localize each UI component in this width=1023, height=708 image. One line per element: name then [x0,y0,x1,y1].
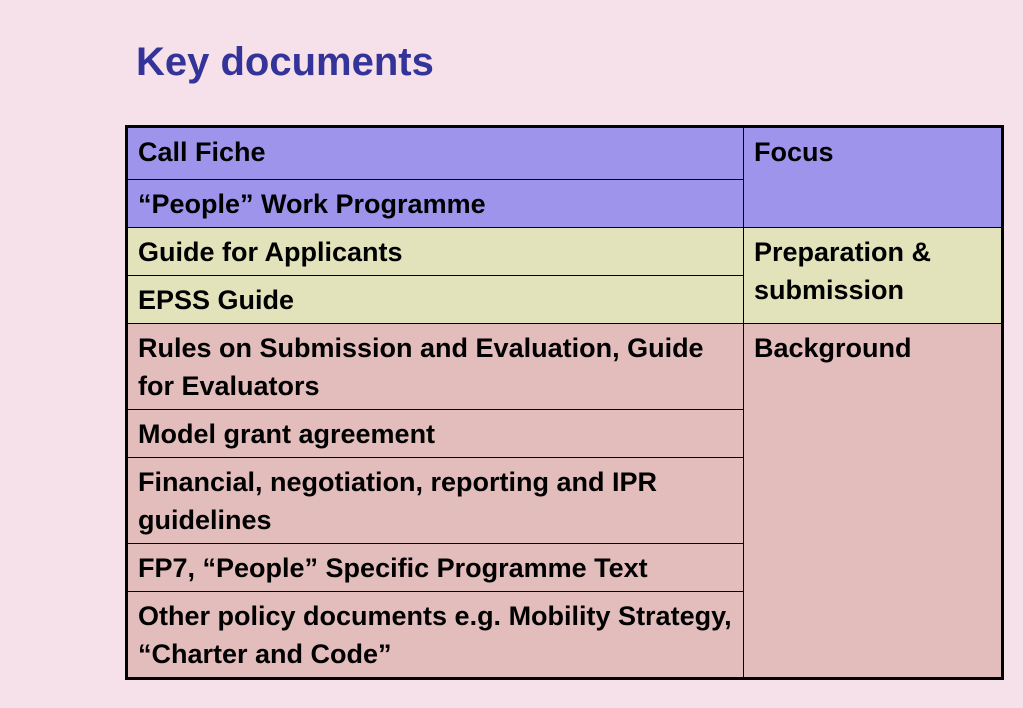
document-cell: Other policy documents e.g. Mobility Strategy, “Charter and Code” [127,592,744,679]
table-row [127,127,1003,180]
focus-cell: Background [744,324,1003,679]
document-cell: EPSS Guide [127,276,744,324]
document-cell: Model grant agreement [127,410,744,458]
key-documents-table [125,125,1004,680]
document-cell: Call Fiche [127,127,744,180]
document-cell: Guide for Applicants [127,228,744,276]
table-row [127,324,1003,410]
table-row [127,228,1003,276]
document-cell: FP7, “People” Specific Programme Text [127,544,744,592]
document-cell: Financial, negotiation, reporting and IPR guidelines [127,458,744,544]
document-cell: “People” Work Programme [127,180,744,228]
focus-cell: Preparation & submission [744,228,1003,324]
document-cell: Rules on Submission and Evaluation, Guide for Evaluators [127,324,744,410]
slide-title: Key documents [136,40,434,84]
focus-cell: Focus [744,127,1003,228]
